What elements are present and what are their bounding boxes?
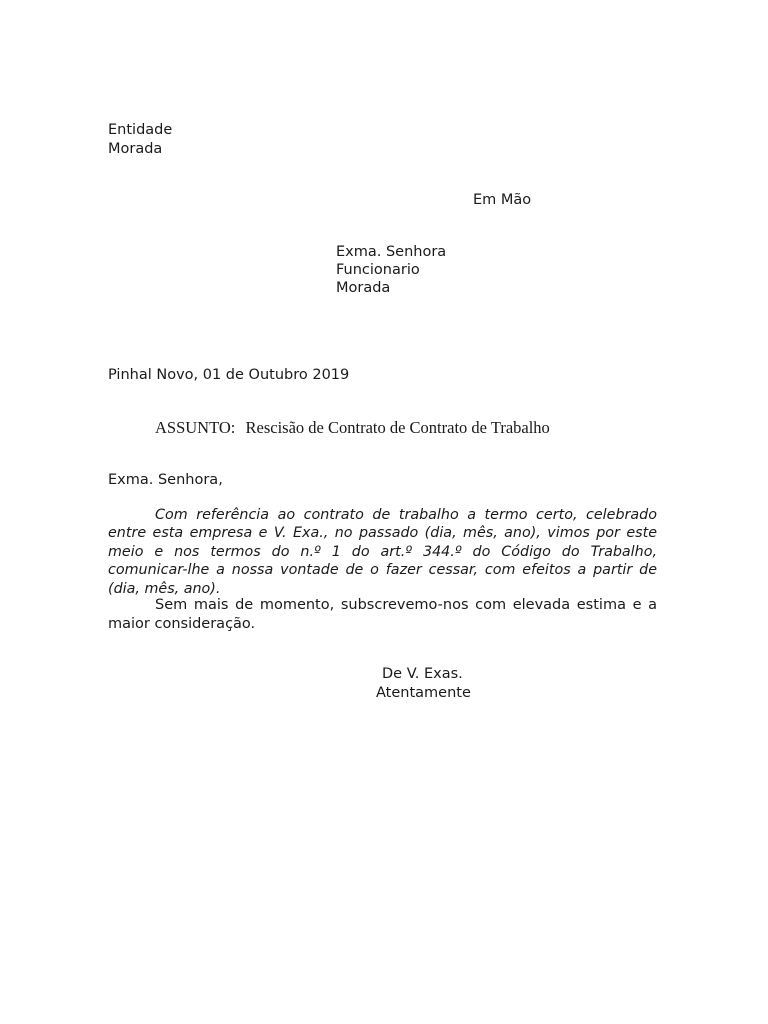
sender-block [108,121,172,159]
subject-label: ASSUNTO: [155,418,236,437]
delivery-note: Em Mão [473,192,532,208]
closing-line-2: Atentamente [376,685,471,701]
salutation: Exma. Senhora, [108,472,223,488]
recipient-address: Morada [336,280,391,296]
body-paragraph-1: Com referência ao contrato de trabalho a termo certo, celebrado entre esta empresa e V. Exa., no passado (dia, mês, ano), vimos por este meio e nos termos do n.º 1 do art.º 344.º do Código do Trabalho, comunicar-lhe a nossa vontade de o fazer cessar, com efeitos a partir de (dia, mês, ano). [108,507,657,597]
subject-text: Rescisão de Contrato de Contrato de Trabalho [245,418,550,437]
body-paragraph-2: Sem mais de momento, subscrevemo-nos com elevada estima e a maior consideração. [108,597,657,632]
recipient-title: Exma. Senhora [336,244,447,260]
recipient-block [336,243,446,297]
sender-entity: Entidade [108,122,173,138]
sender-address: Morada [108,141,163,157]
closing-block [376,665,471,703]
closing-line-1: De V. Exas. [382,666,463,682]
subject-line [155,418,550,437]
recipient-name: Funcionario [336,262,420,278]
date-line: Pinhal Novo, 01 de Outubro 2019 [108,367,350,383]
